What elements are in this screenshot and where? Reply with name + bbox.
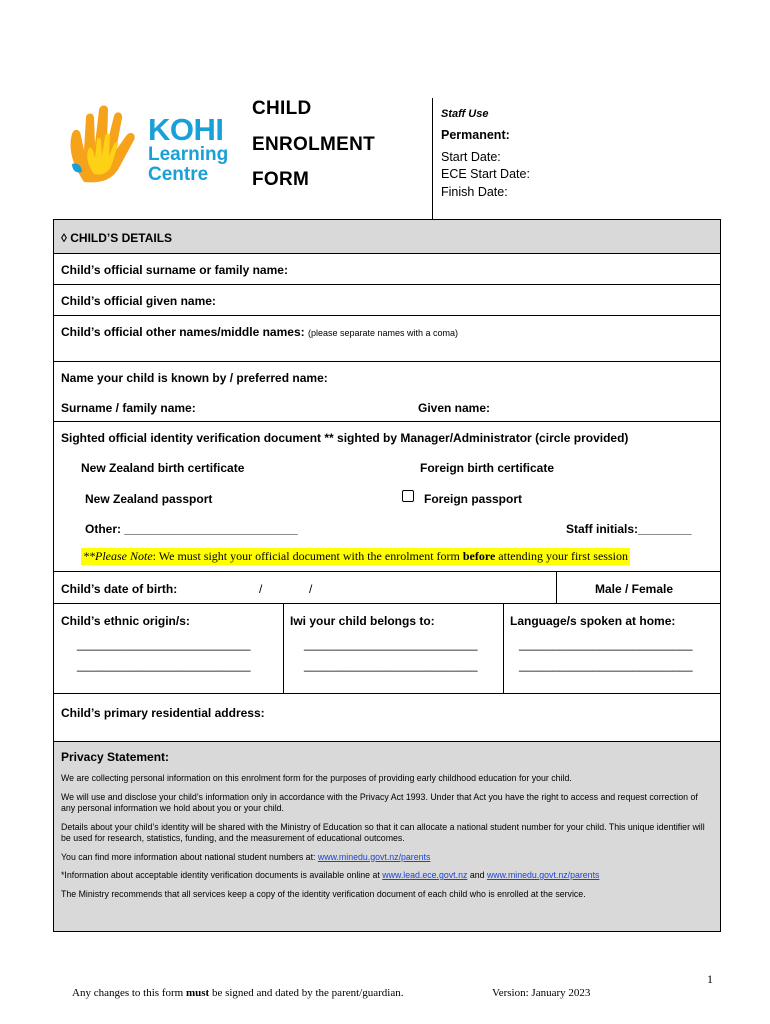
staff-permanent-label: Permanent: — [441, 128, 510, 142]
preferred-name-row[interactable] — [54, 362, 720, 422]
nz-birth-certificate-option[interactable]: New Zealand birth certificate — [81, 461, 245, 475]
given-name-label: Child’s official given name: — [61, 294, 216, 308]
logo-wordmark — [148, 114, 228, 185]
privacy-paragraph-1: We are collecting personal information on this enrolment form for the purposes of providing early childhood education for your child. — [61, 773, 572, 783]
dob-separator-2: / — [309, 582, 313, 596]
footer-pre: Any changes to this form — [72, 987, 186, 999]
ethnicity-row — [54, 604, 720, 694]
ethnic-divider-1 — [283, 604, 284, 693]
footer-bold: must — [185, 987, 210, 999]
section-title: ◊ CHILD’S DETAILS — [61, 231, 173, 245]
preferred-name-label: Name your child is known by / preferred name: — [61, 371, 328, 385]
iwi-blank-2[interactable]: __________________________ — [304, 658, 478, 672]
nz-passport-option[interactable]: New Zealand passport — [85, 492, 213, 506]
privacy-paragraph-2: We will use and disclose your child’s information only in accordance with the Privacy Act 1993. Under that Act you have the right to access and request correction of any personal information we hold about you or your child. — [61, 791, 698, 813]
other-names-label — [61, 325, 458, 339]
language-label: Language/s spoken at home: — [510, 614, 676, 628]
kohi-logo — [64, 104, 234, 188]
enrolment-form — [53, 219, 721, 932]
ethnic-divider-2 — [503, 604, 504, 693]
ethnic-blank-2[interactable]: __________________________ — [77, 658, 251, 672]
surname-label: Child’s official surname or family name: — [61, 263, 288, 277]
iwi-blank-1[interactable]: __________________________ — [304, 637, 478, 651]
sex-field[interactable]: Male / Female — [595, 582, 674, 596]
ethnic-blank-1[interactable]: __________________________ — [77, 637, 251, 651]
privacy-p4-text: You can find more information about national student numbers at: — [61, 851, 318, 862]
page-number: 1 — [707, 972, 713, 986]
language-blank-1[interactable]: __________________________ — [519, 637, 693, 651]
other-names-hint: (please separate names with a coma) — [307, 328, 459, 338]
identity-heading: Sighted official identity verification document ** sighted by Manager/Administrator (circle provided) — [61, 431, 629, 445]
privacy-paragraph-4 — [61, 852, 713, 864]
title-line-1: CHILD — [252, 98, 312, 119]
staff-finish-date: Finish Date: — [441, 185, 508, 199]
note-bold: before — [462, 549, 496, 563]
privacy-paragraph-5 — [61, 870, 713, 882]
privacy-statement — [54, 742, 720, 931]
logo-learning-text: Learning — [148, 144, 229, 165]
footer-version: Version: January 2023 — [492, 987, 591, 999]
privacy-paragraph-6: The Ministry recommends that all services keep a copy of the identity verification document of each child who is enrolled at the service. — [61, 888, 586, 899]
dob-divider — [556, 572, 557, 603]
dob-separator-1: / — [259, 582, 263, 596]
other-names-row[interactable] — [54, 316, 720, 362]
note-text: : We must sight your official document with the enrolment form — [152, 549, 463, 563]
address-row[interactable] — [54, 694, 720, 742]
note-end: attending your first session — [495, 549, 628, 563]
other-document-field[interactable]: Other: __________________________ — [85, 522, 298, 536]
address-label: Child’s primary residential address: — [61, 706, 265, 720]
title-line-2: ENROLMENT — [252, 134, 376, 155]
staff-initials-field[interactable]: Staff initials:________ — [566, 522, 692, 536]
title-line-3: FORM — [252, 169, 310, 190]
note-prefix: **Please Note — [83, 549, 153, 563]
preferred-surname-label: Surname / family name: — [61, 401, 196, 415]
dob-row[interactable] — [54, 572, 720, 604]
ethnic-origin-label: Child’s ethnic origin/s: — [61, 614, 190, 628]
lead-ece-link[interactable]: www.lead.ece.govt.nz — [382, 870, 468, 880]
given-name-row[interactable] — [54, 285, 720, 316]
logo-centre-text: Centre — [148, 164, 209, 185]
footer-post: be signed and dated by the parent/guardian. — [209, 987, 404, 999]
dob-label: Child’s date of birth: — [61, 582, 178, 596]
surname-row[interactable] — [54, 254, 720, 285]
minedu-parents-link-2[interactable]: www.minedu.govt.nz/parents — [486, 870, 600, 880]
logo-kohi-text: KOHI — [148, 112, 224, 147]
foreign-passport-option[interactable]: Foreign passport — [424, 492, 523, 506]
minedu-parents-link[interactable]: www.minedu.govt.nz/parents — [317, 851, 431, 862]
note-area — [54, 544, 720, 572]
hand-logo-icon — [64, 104, 146, 186]
please-note-highlight — [81, 548, 630, 565]
other-names-text: Child’s official other names/middle names: — [61, 325, 305, 339]
staff-ece-start-date: ECE Start Date: — [441, 167, 530, 181]
section-header — [54, 220, 720, 254]
footer-note — [72, 987, 403, 999]
identity-row — [54, 422, 720, 572]
privacy-p5-text: *Information about acceptable identity verification documents is available online at — [61, 870, 383, 880]
foreign-birth-certificate-option[interactable]: Foreign birth certificate — [420, 461, 555, 475]
preferred-given-label: Given name: — [418, 401, 491, 415]
foreign-passport-checkbox[interactable] — [402, 490, 414, 502]
staff-start-date: Start Date: — [441, 150, 501, 164]
staff-use-heading: Staff Use — [441, 108, 489, 120]
language-blank-2[interactable]: __________________________ — [519, 658, 693, 672]
staff-use-box — [432, 98, 722, 220]
privacy-heading: Privacy Statement: — [61, 750, 170, 764]
privacy-paragraph-3: Details about your child’s identity will be shared with the Ministry of Education so that it can allocate a national student number for your child. This unique identifier will be used for research, statistics, funding, and the measurement of educational outcomes. — [61, 821, 705, 843]
privacy-p5-mid: and — [467, 870, 487, 880]
iwi-label: Iwi your child belongs to: — [290, 614, 435, 628]
